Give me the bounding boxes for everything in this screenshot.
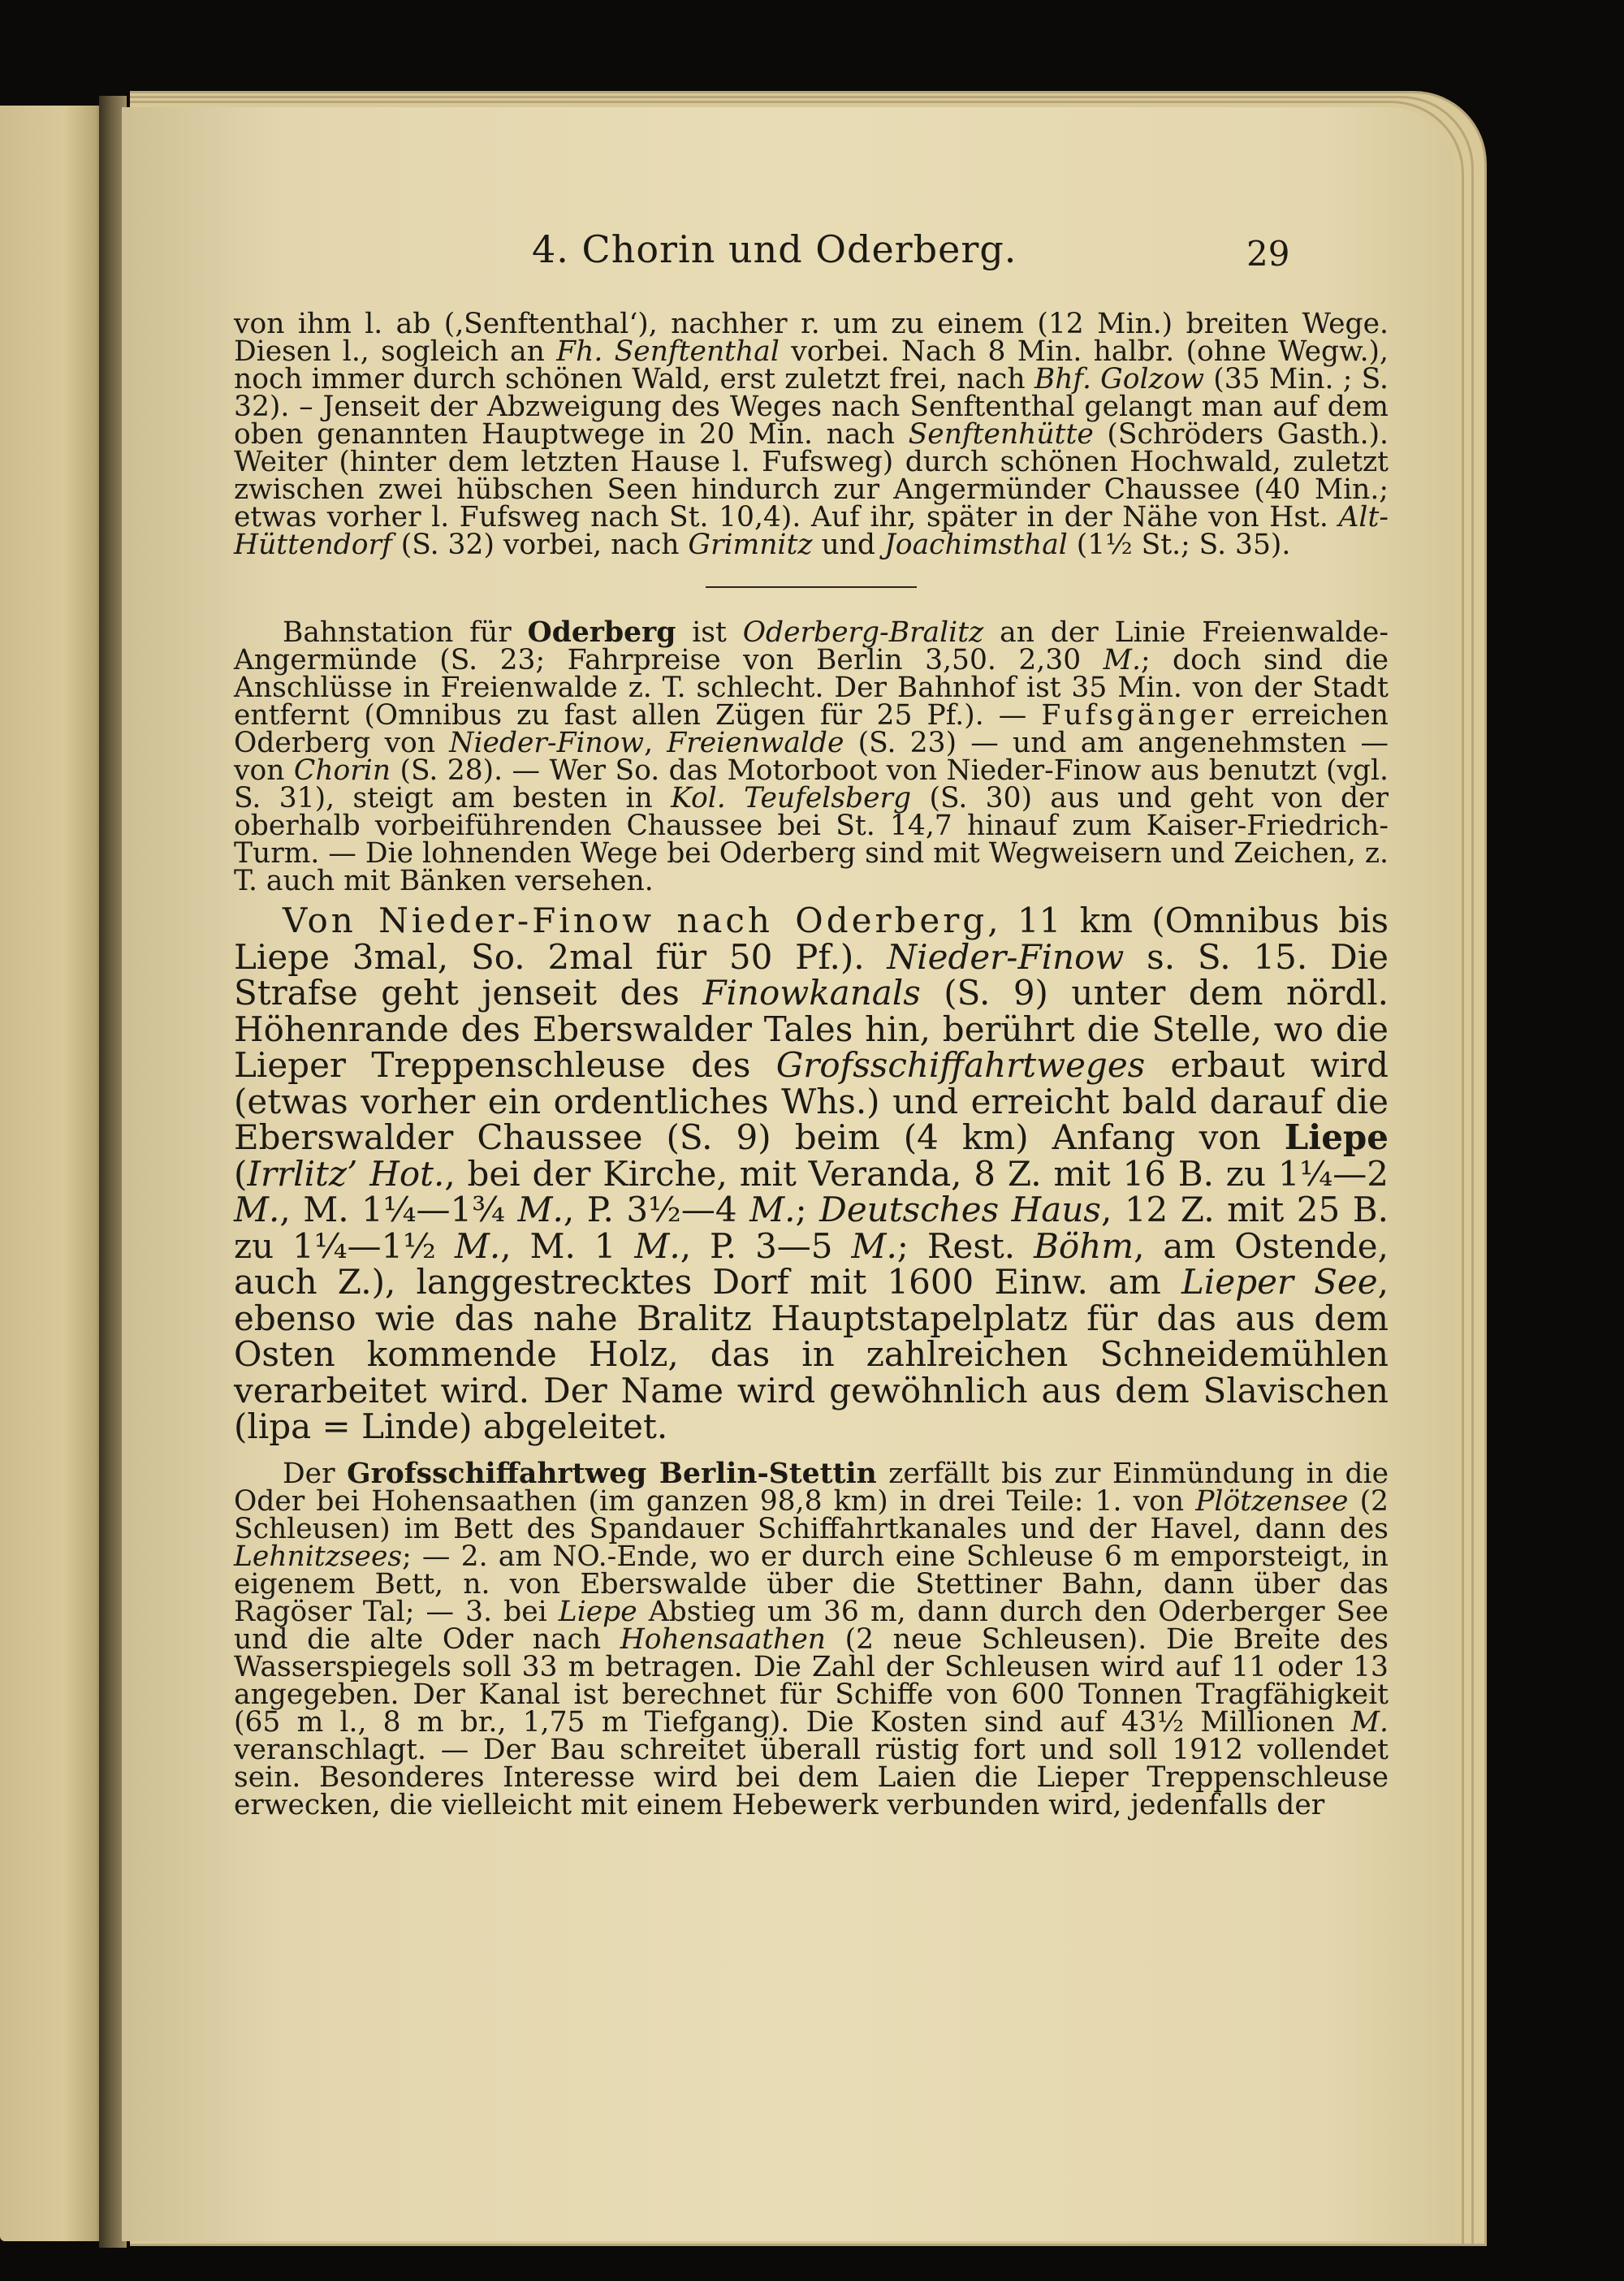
text-run: ist	[676, 616, 743, 649]
text-run: ; doch sind die Anschlüsse in Freienwalde z. T. schlecht. Der Bahnhof ist 35 Min. von der Stadt entfernt (Omnibus zu fast allen Zügen für 25 Pf.). —	[234, 644, 1389, 732]
text-run: erbaut wird (etwas vorher ein ordentliches Whs.) und erreicht bald darauf die Eberswalder Chaussee (S. 9) beim (4 km) Anfang von	[234, 1045, 1389, 1157]
text-run: (S. 32) vorbei, nach	[391, 529, 689, 561]
text-run: erreichen Oderberg von	[234, 699, 1389, 759]
text-run: , P. 3—5	[680, 1225, 852, 1266]
text-run: Der	[283, 1457, 348, 1490]
text-run: (S. 23) — und am angenehmsten — von	[234, 727, 1389, 787]
text-run: , M. 1¼—1¾	[279, 1190, 518, 1229]
text-run: , 12 Z. mit 25 B. zu 1¼—1½	[234, 1190, 1389, 1266]
text-run: von ihm l. ab (‚Senftenthal‘), nachher r. um zu einem (12 Min.) breiten Wege. Diesen l., sogleich an	[234, 308, 1389, 368]
place-name: Kol. Teufelsberg	[671, 782, 912, 814]
book-page	[122, 107, 1453, 2241]
text-run: , M. 1	[500, 1225, 635, 1266]
page-number: 29	[1246, 234, 1290, 274]
section-divider	[706, 586, 917, 588]
place-name-bold: Oderberg	[527, 616, 676, 649]
currency-abbr: M.	[634, 1225, 680, 1266]
text-run: (35 Min. ; S. 32). – Jenseit der Abzweigung des Weges nach Senftenthal gelangt man auf dem oben genannten Hauptwege in 20 Min. nach	[234, 363, 1389, 451]
text-run: (	[234, 1153, 248, 1194]
place-name: Senftenhütte	[908, 418, 1094, 451]
text-run: ,	[644, 727, 667, 759]
currency-abbr: M.	[517, 1190, 564, 1229]
text-run: ; — 2. am NO.-Ende, wo er durch eine Schleuse 6 m emporsteigt, in eigenem Bett, n. von Eberswalde über die Stettiner Bahn, dann über das Ragöser Tal; — 3. bei	[234, 1540, 1389, 1628]
paragraph-route-nieder-finow	[234, 903, 1389, 1445]
hotel-name: Irrlitz’ Hot.	[247, 1153, 445, 1194]
place-name: Grimnitz	[688, 529, 813, 561]
currency-abbr: M.	[1103, 644, 1141, 676]
place-name: Alt-Hüttendorf	[234, 501, 1389, 561]
restaurant-name: Böhm	[1034, 1225, 1134, 1266]
currency-abbr: M.	[749, 1190, 796, 1229]
place-name: Liepe	[558, 1595, 637, 1628]
text-run: (S. 30) aus und geht von der oberhalb vorbeiführenden Chaussee bei St. 14,7 hinauf zum Kaiser-Friedrich-Turm. — Die lohnenden Wege bei Oderberg sind mit Wegweisern und Zeichen, z. T. auch mit Bänken versehen.	[234, 782, 1389, 897]
paragraph-grossschiffahrtweg	[234, 1457, 1389, 1821]
currency-abbr: M.	[234, 1190, 280, 1229]
text-run: veranschlagt. — Der Bau schreitet überall rüstig fort und soll 1912 vollendet sein. Besonderes Interesse wird bei dem Laien die Lieper Treppenschleuse erwecken, die vielleicht mit einem Hebewerk verbunden wird, jedenfalls der	[234, 1733, 1389, 1821]
text-run: Abstieg um 36 m, dann durch den Oderberger See und die alte Oder nach	[234, 1595, 1389, 1656]
previous-page-edge	[0, 106, 106, 2241]
paragraph-route-continuation	[234, 310, 1389, 559]
paragraph-oderberg-station	[234, 616, 1389, 897]
text-run: , am Ostende, auch Z.), langgestrecktes Dorf mit 1600 Einw. am	[234, 1225, 1389, 1302]
place-name: Lehnitzsees	[234, 1540, 403, 1573]
place-name: Grofsschiffahrtweges	[775, 1045, 1146, 1085]
text-run: Bahnstation für	[283, 616, 528, 649]
text-run: ; Rest.	[896, 1225, 1034, 1266]
text-run: zerfällt bis zur Einmündung in die Oder bei Hohensaathen (im ganzen 98,8 km) in drei Teile: 1. von	[234, 1457, 1389, 1518]
canal-name-bold: Grofsschiffahrtweg Berlin-Stettin	[347, 1457, 877, 1490]
place-name: Nieder-Finow	[449, 727, 645, 759]
text-run: (Schröders Gasth.). Weiter (hinter dem letzten Hause l. Fufsweg) durch schönen Hochwald, zuletzt zwischen zwei hübschen Seen hindurch zur Angermünder Chaussee (40 Min.; etwas vorher l. Fufsweg nach St. 10,4). Auf ihr, später in der Nähe von Hst.	[234, 418, 1389, 534]
place-name: Joachimsthal	[883, 529, 1068, 561]
text-run: , 11 km (Omnibus bis Liepe 3mal, So. 2mal für 50 Pf.).	[234, 901, 1389, 977]
currency-abbr: M.	[454, 1225, 501, 1266]
page-body	[234, 310, 1389, 1819]
text-run: , P. 3½—4	[563, 1190, 750, 1229]
text-run: s. S. 15. Die Strafse geht jenseit des	[234, 936, 1389, 1013]
place-name: Chorin	[293, 754, 391, 787]
text-run: , ebenso wie das nahe Bralitz Hauptstapelplatz für das aus dem Osten kommende Holz, das in zahlreichen Schneidemühlen verarbeitet wird. Der Name wird gewöhnlich aus dem Slavischen (lipa = Linde) abgeleitet.	[234, 1262, 1389, 1446]
place-name: Nieder-Finow	[887, 936, 1125, 977]
place-name: Freienwalde	[667, 727, 844, 759]
text-run: vorbei. Nach 8 Min. halbr. (ohne Wegw.), noch immer durch schönen Wald, erst zuletzt frei, nach	[234, 335, 1389, 395]
text-run: (S. 9) unter dem nördl. Höhenrande des Eberswalder Tales hin, berührt die Stelle, wo die Lieper Treppenschleuse des	[234, 973, 1389, 1085]
text-run: an der Linie Freienwalde-Angermünde (S. 23; Fahrpreise von Berlin 3,50. 2,30	[234, 616, 1389, 676]
text-run: (S. 28). — Wer So. das Motorboot von Nieder-Finow aus benutzt (vgl. S. 31), steigt am besten in	[234, 754, 1389, 814]
route-heading: Von Nieder-Finow nach Oderberg	[283, 901, 988, 940]
running-title: 4. Chorin und Oderberg.	[532, 227, 1017, 271]
place-name: Plötzensee	[1195, 1484, 1349, 1518]
place-name: Lieper See	[1181, 1262, 1378, 1302]
text-run: und	[812, 529, 884, 561]
hotel-name: Deutsches Haus	[819, 1190, 1101, 1229]
currency-abbr: M.	[851, 1225, 897, 1266]
text-run: , bei der Kirche, mit Veranda, 8 Z. mit 16 B. zu 1¼—2	[444, 1153, 1389, 1194]
text-run: ;	[795, 1190, 820, 1229]
text-run: (2 neue Schleusen). Die Breite des Wasserspiegels soll 33 m betragen. Die Zahl der Schleusen wird auf 11 oder 13 angegeben. Der Kanal ist berechnet für Schiffe von 600 Tonnen Tragfähigkeit (65 m l., 8 m br., 1,75 m Tiefgang). Die Kosten sind auf 43½ Millionen	[234, 1622, 1389, 1739]
place-name-bold: Liepe	[1284, 1117, 1389, 1157]
text-run: (2 Schleusen) im Bett des Spandauer Schiffahrtkanales und der Havel, dann des	[234, 1484, 1389, 1545]
place-name: Hohensaathen	[620, 1622, 826, 1656]
text-run: (1½ St.; S. 35).	[1067, 529, 1291, 561]
place-name: Oderberg-Bralitz	[742, 616, 984, 649]
page-header	[122, 227, 1453, 284]
place-name: Bhf. Golzow	[1034, 363, 1205, 395]
spaced-term: Fufsgänger	[1041, 699, 1237, 732]
currency-abbr: M.	[1350, 1705, 1389, 1739]
place-name: Finowkanals	[702, 973, 921, 1013]
place-name: Fh. Senftenthal	[556, 335, 780, 368]
